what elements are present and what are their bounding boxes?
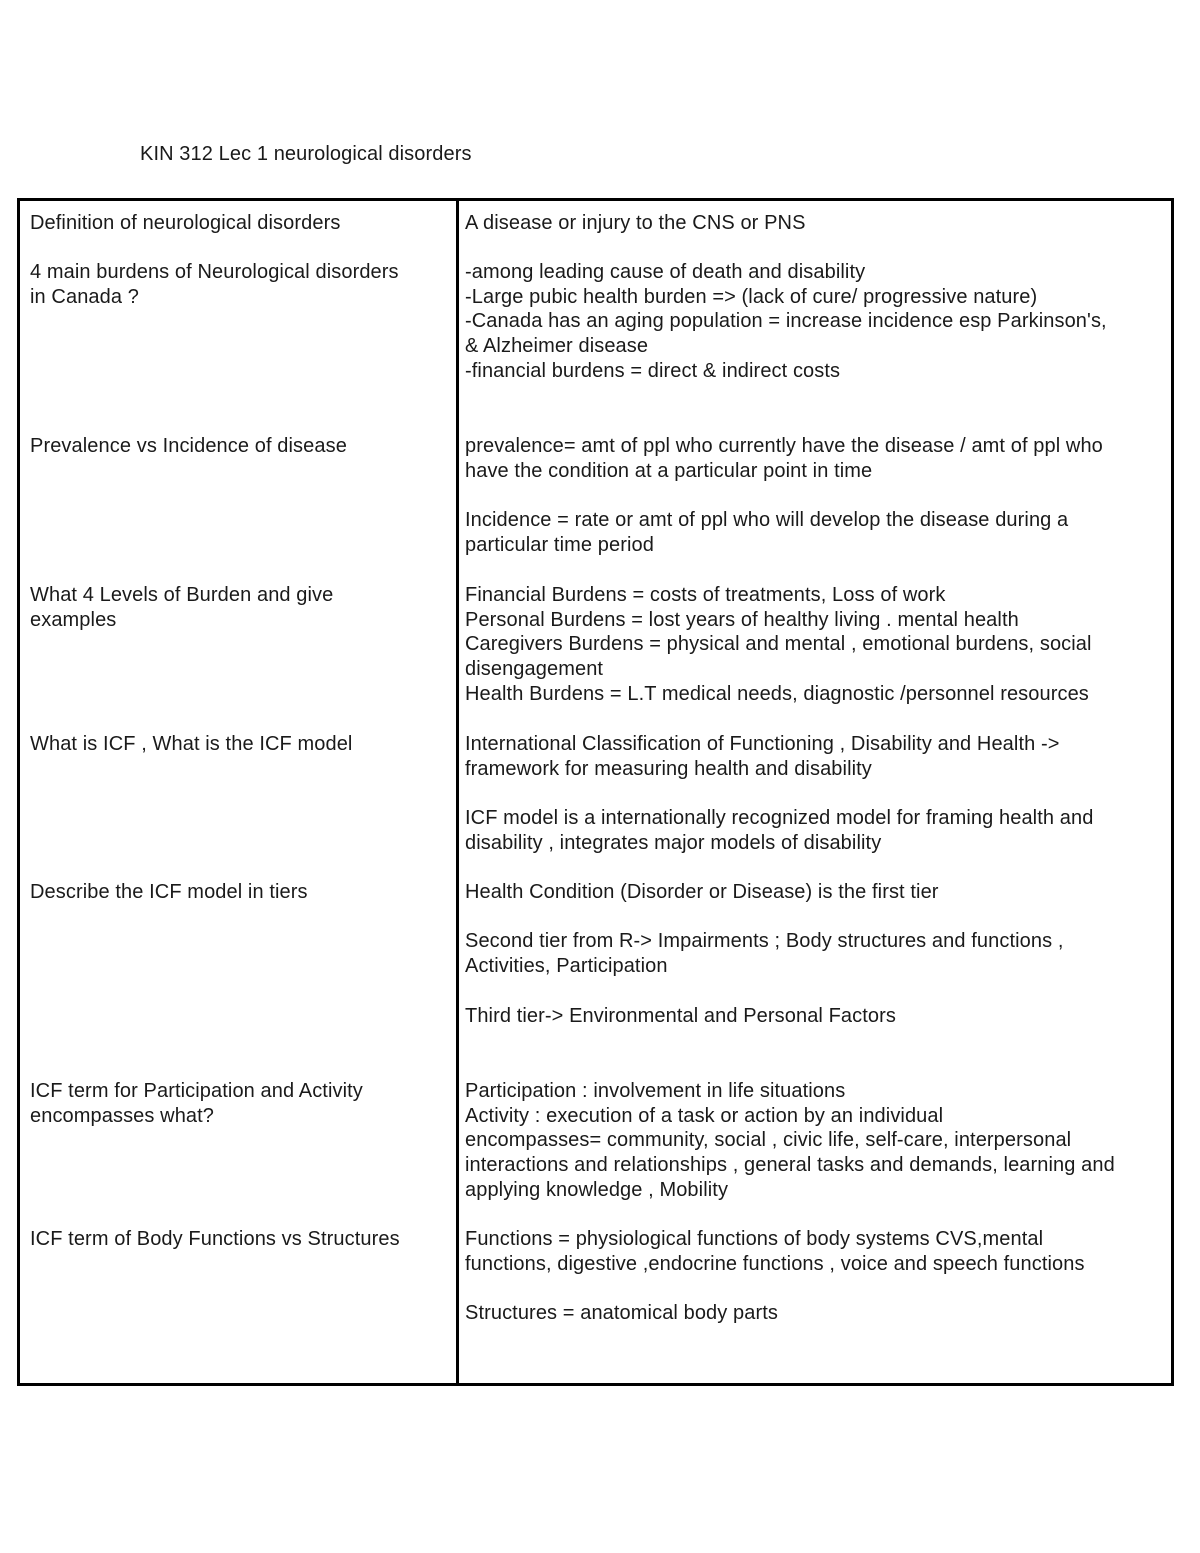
term-cell: 4 main burdens of Neurological disorders in Canada ? [30, 261, 399, 308]
definition-cell: International Classification of Functioning , Disability and Health -> framework for measuring health and disability ICF model is a internationally recognized model for framing health and disability , integrates major models of disability [465, 733, 1094, 854]
definition-cell: Financial Burdens = costs of treatments, Loss of work Personal Burdens = lost years of healthy living . mental health Caregivers Burdens = physical and mental , emotional burdens, social disengagement Health Burdens = L.T medical needs, diagnostic /personnel resources [465, 584, 1092, 705]
definition-cell: Functions = physiological functions of body systems CVS,mental functions, digestive ,endocrine functions , voice and speech functions Structures = anatomical body parts [465, 1228, 1085, 1325]
column-divider [456, 201, 459, 1383]
term-cell: ICF term for Participation and Activity encompasses what? [30, 1080, 363, 1127]
definition-cell: A disease or injury to the CNS or PNS [465, 212, 806, 234]
document-title: KIN 312 Lec 1 neurological disorders [140, 143, 472, 165]
term-cell: What is ICF , What is the ICF model [30, 733, 353, 755]
term-cell: Prevalence vs Incidence of disease [30, 435, 347, 457]
term-cell: Describe the ICF model in tiers [30, 881, 308, 903]
term-cell: What 4 Levels of Burden and give examples [30, 584, 334, 631]
definition-cell: Participation : involvement in life situations Activity : execution of a task or action by an individual encompasses= community, social , civic life, self-care, interpersonal interactions and relationships , general tasks and demands, learning and applying knowledge , Mobility [465, 1080, 1115, 1201]
definition-cell: prevalence= amt of ppl who currently have the disease / amt of ppl who have the condition at a particular point in time Incidence = rate or amt of ppl who will develop the disease during a particular time period [465, 435, 1103, 556]
definition-cell: -among leading cause of death and disability -Large pubic health burden => (lack of cure/ progressive nature) -Canada has an aging population = increase incidence esp Parkinson's, & Alzheimer disease -financial burdens = direct & indirect costs [465, 261, 1107, 382]
term-cell: Definition of neurological disorders [30, 212, 341, 234]
term-cell: ICF term of Body Functions vs Structures [30, 1228, 400, 1250]
notes-table [17, 198, 1174, 1386]
definition-cell: Health Condition (Disorder or Disease) is the first tier Second tier from R-> Impairments ; Body structures and functions , Activities, Participation Third tier-> Environmental and Personal Factors [465, 881, 1064, 1027]
